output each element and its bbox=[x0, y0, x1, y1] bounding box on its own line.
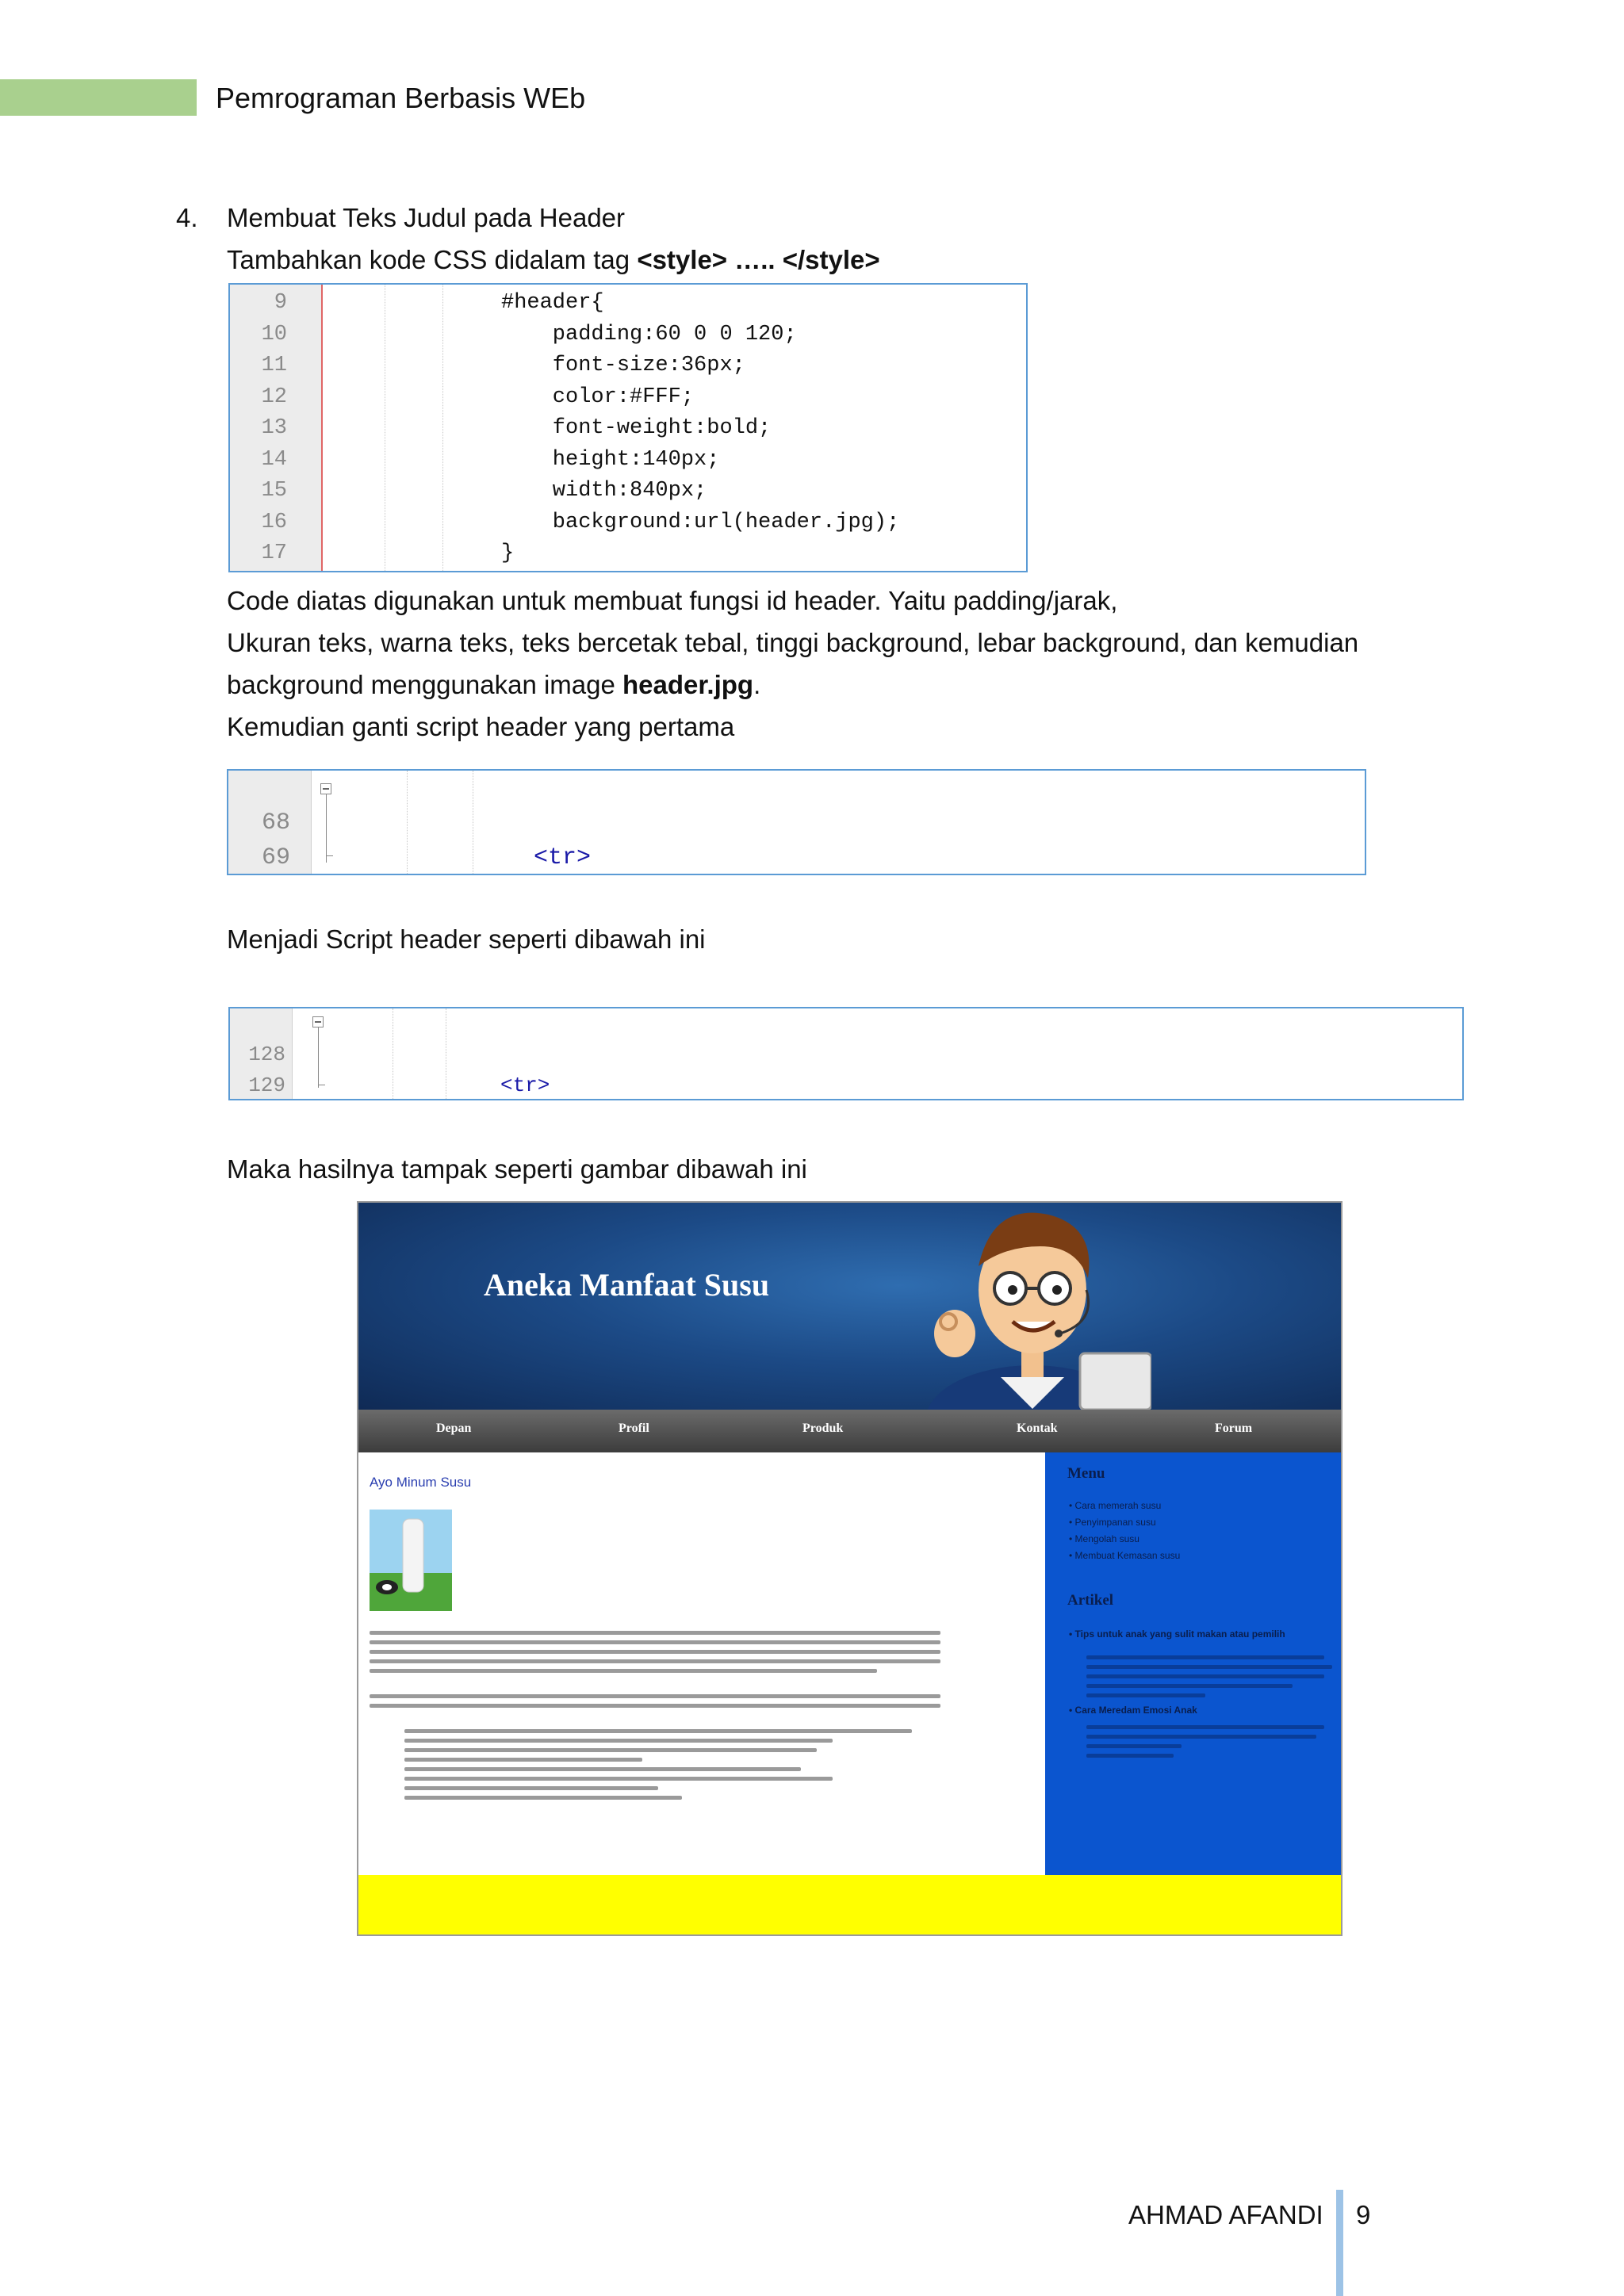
code-line bbox=[230, 445, 1026, 476]
old-header-code-box bbox=[227, 769, 1366, 875]
main-content bbox=[358, 1452, 1045, 1875]
line-number: 14 bbox=[261, 447, 287, 472]
css-code-box bbox=[228, 283, 1028, 572]
line-number: 15 bbox=[261, 479, 287, 503]
article-text-line bbox=[404, 1758, 642, 1762]
article-text-line bbox=[370, 1659, 940, 1663]
article-text-line bbox=[404, 1796, 682, 1800]
line-number: 13 bbox=[261, 416, 287, 440]
code-line bbox=[230, 288, 1026, 319]
line-number: 68 bbox=[261, 809, 290, 836]
article-text-line bbox=[370, 1631, 940, 1635]
result-screenshot bbox=[357, 1201, 1342, 1936]
result-text: Maka hasilnya tampak seperti gambar dibawah ini bbox=[227, 1154, 807, 1184]
code-line bbox=[230, 476, 1026, 507]
code-text: height:140px; bbox=[501, 447, 720, 472]
intro-style-tag: <style> ….. </style> bbox=[637, 245, 880, 274]
code-line bbox=[230, 382, 1026, 413]
header-accent-bar bbox=[0, 79, 197, 116]
line-number: 128 bbox=[248, 1043, 285, 1066]
step-intro bbox=[227, 239, 880, 281]
sidebar-menu-item[interactable]: • Cara memerah susu bbox=[1069, 1500, 1162, 1511]
line-number: 129 bbox=[248, 1073, 285, 1097]
sidebar-menu-item-label: Penyimpanan susu bbox=[1074, 1517, 1156, 1528]
explanation-line-3-end: . bbox=[753, 670, 761, 699]
article-text-line bbox=[404, 1729, 912, 1733]
nav-item-kontak[interactable]: Kontak bbox=[1017, 1422, 1058, 1435]
sidebar bbox=[1045, 1452, 1341, 1875]
code-line bbox=[230, 507, 1026, 538]
article-text-line bbox=[404, 1786, 658, 1790]
yellow-footer bbox=[358, 1875, 1341, 1934]
nav-item-profil[interactable]: Profil bbox=[619, 1422, 649, 1435]
code-text: padding:60 0 0 120; bbox=[501, 322, 797, 346]
code-line bbox=[230, 350, 1026, 381]
article-text-line bbox=[370, 1650, 940, 1654]
article-text-line bbox=[370, 1704, 940, 1708]
sidebar-menu-item-label: Cara memerah susu bbox=[1074, 1500, 1162, 1511]
code-text: } bbox=[501, 541, 515, 565]
intro-text: Tambahkan kode CSS didalam tag bbox=[227, 245, 638, 274]
line-number: 16 bbox=[261, 510, 287, 534]
nav-item-depan[interactable]: Depan bbox=[436, 1422, 472, 1435]
line-number: 9 bbox=[274, 291, 287, 315]
sidebar-article-item-label: Tips untuk anak yang sulit makan atau pemilih bbox=[1074, 1628, 1285, 1640]
sidebar-article-heading: Artikel bbox=[1067, 1592, 1114, 1609]
cartoon-mascot-illustration bbox=[914, 1203, 1151, 1410]
sidebar-menu-item-label: Membuat Kemasan susu bbox=[1074, 1550, 1181, 1561]
code-line bbox=[230, 413, 1026, 444]
code-line bbox=[230, 320, 1026, 350]
step-number: 4. bbox=[176, 203, 198, 232]
sidebar-menu-item-label: Mengolah susu bbox=[1074, 1533, 1139, 1544]
footer-divider bbox=[1336, 2190, 1343, 2296]
article-title: Ayo Minum Susu bbox=[370, 1475, 472, 1490]
line-number: 69 bbox=[261, 844, 290, 871]
explanation-line-2: Ukuran teks, warna teks, teks bercetak tebal, tinggi background, lebar background, dan kemudian bbox=[227, 628, 1359, 657]
code-text: color:#FFF; bbox=[501, 385, 695, 409]
explanation-line-3-text: background menggunakan image bbox=[227, 670, 623, 699]
article-text-line bbox=[370, 1694, 940, 1698]
code-text: background:url(header.jpg); bbox=[501, 510, 900, 534]
sidebar-menu-item[interactable]: • Mengolah susu bbox=[1069, 1533, 1139, 1544]
article-text-line bbox=[404, 1748, 817, 1752]
code-text: width:840px; bbox=[501, 479, 707, 503]
nav-item-forum[interactable]: Forum bbox=[1215, 1422, 1253, 1435]
line-number: 10 bbox=[261, 322, 287, 346]
footer-author: AHMAD AFANDI bbox=[1128, 2200, 1323, 2229]
code-text: font-size:36px; bbox=[501, 354, 745, 377]
explanation-line-4: Kemudian ganti script header yang pertama bbox=[227, 712, 735, 741]
milk-bottle-image bbox=[370, 1510, 452, 1611]
sidebar-menu-item[interactable]: • Membuat Kemasan susu bbox=[1069, 1550, 1181, 1561]
sidebar-article-item[interactable]: • Tips untuk anak yang sulit makan atau pemilih bbox=[1069, 1628, 1285, 1640]
sidebar-article-item-label: Cara Meredam Emosi Anak bbox=[1074, 1705, 1197, 1716]
tr-open: <tr> bbox=[500, 1073, 550, 1097]
article-text-line bbox=[404, 1767, 801, 1771]
page-number: 9 bbox=[1356, 2200, 1371, 2229]
explanation-line-1: Code diatas digunakan untuk membuat fungsi id header. Yaitu padding/jarak, bbox=[227, 586, 1118, 615]
article-text-line bbox=[404, 1777, 833, 1781]
banner-title: Aneka Manfaat Susu bbox=[484, 1267, 770, 1303]
line-number: 12 bbox=[261, 385, 287, 409]
step-title: Membuat Teks Judul pada Header bbox=[227, 203, 626, 232]
article-text-line bbox=[404, 1739, 833, 1743]
sidebar-menu-heading: Menu bbox=[1067, 1465, 1105, 1482]
nav-item-produk[interactable]: Produk bbox=[802, 1422, 844, 1435]
line-number: 11 bbox=[261, 354, 287, 377]
article-text-line bbox=[370, 1669, 877, 1673]
nav-bar bbox=[358, 1410, 1341, 1452]
banner bbox=[358, 1203, 1341, 1410]
code-text: #header{ bbox=[501, 291, 604, 315]
code-text: font-weight:bold; bbox=[501, 416, 772, 440]
tr-open: <tr> bbox=[534, 844, 592, 871]
explanation-filename: header.jpg bbox=[622, 670, 754, 699]
transition-text: Menjadi Script header seperti dibawah ini bbox=[227, 924, 706, 954]
line-number: 17 bbox=[261, 541, 287, 565]
explanation-line-3 bbox=[227, 664, 760, 706]
sidebar-article-item[interactable]: • Cara Meredam Emosi Anak bbox=[1069, 1705, 1197, 1716]
new-header-code-box bbox=[228, 1007, 1464, 1100]
code-line bbox=[230, 538, 1026, 569]
article-text-line bbox=[370, 1640, 940, 1644]
running-header-title: Pemrograman Berbasis WEb bbox=[216, 82, 586, 114]
sidebar-menu-item[interactable]: • Penyimpanan susu bbox=[1069, 1517, 1156, 1528]
